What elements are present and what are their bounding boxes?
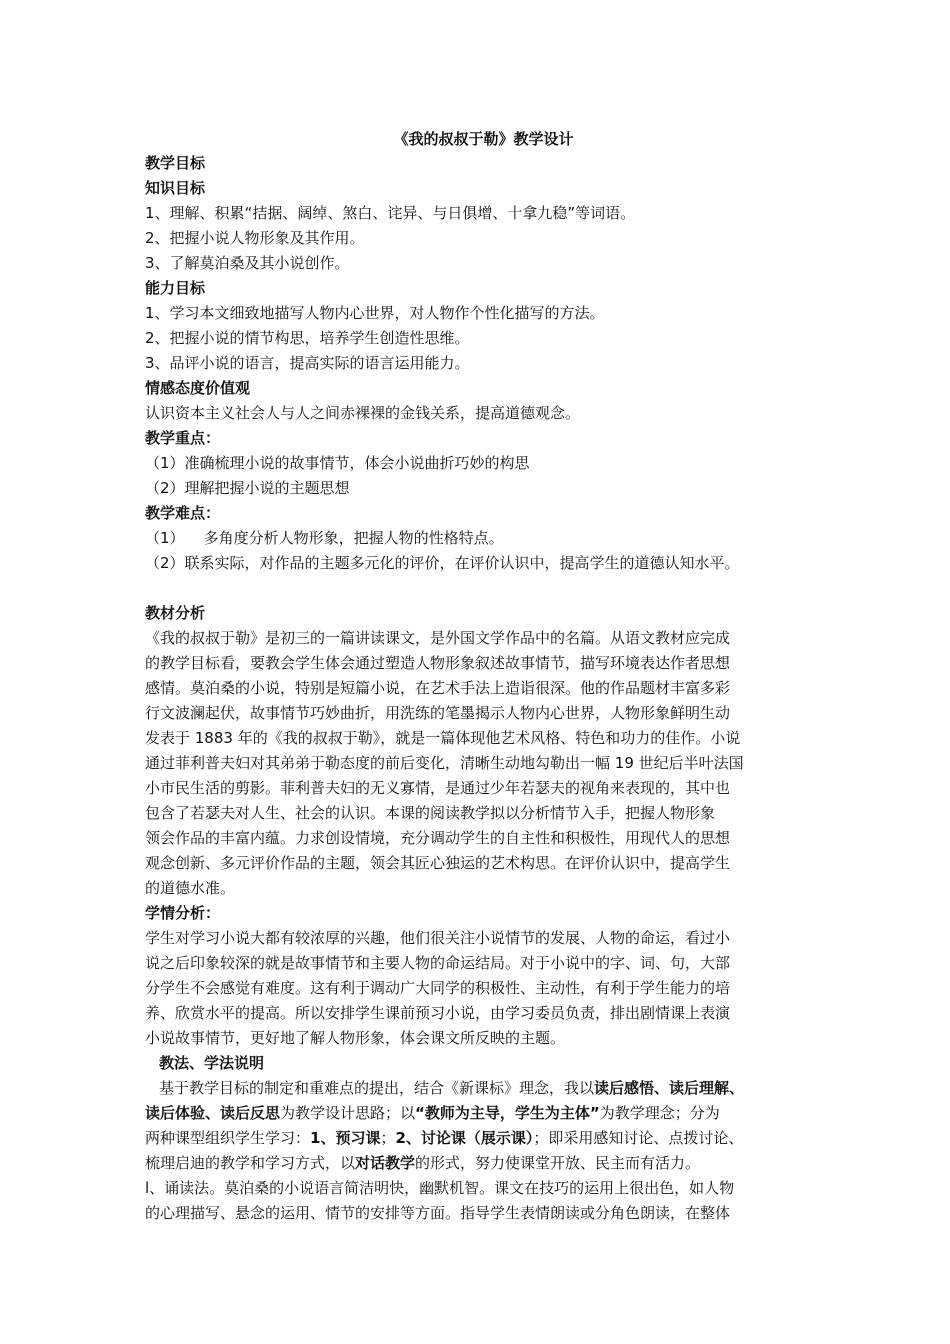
paragraph-line: 分学生不会感觉有难度。这有利于调动广大同学的积极性、主动性，有利于学生能力的培: [145, 979, 731, 997]
ability-item: 2、把握小说的情节构思，培养学生创造性思维。: [145, 329, 470, 347]
paragraph-line: 小说故事情节，更好地了解人物形象，体会课文所反映的主题。: [145, 1029, 566, 1047]
difficult-point-item: （2）联系实际，对作品的主题多元化的评价，在评价认识中，提高学生的道德认知水平。: [145, 554, 740, 572]
heading-teaching-method: 教法、学法说明: [159, 1054, 265, 1072]
text-run: 两种课型组织学生学习：: [145, 1129, 311, 1147]
heading-knowledge-goals: 知识目标: [145, 179, 206, 197]
paragraph-line: 养、欣赏水平的提高。所以安排学生课前预习小说，由学习委员负责，排出剧情课上表演: [145, 1004, 731, 1022]
paragraph-line: 领会作品的丰富内蕴。力求创设情境，充分调动学生的自主性和积极性，用现代人的思想: [145, 829, 731, 847]
heading-student-analysis: 学情分析：: [145, 904, 221, 922]
bold-run: 2、讨论课（展示课）: [395, 1129, 534, 1147]
bold-run: 读后体验、读后反思: [145, 1104, 281, 1122]
blank-line: [145, 576, 810, 601]
paragraph-line: 包含了若瑟夫对人生、社会的认识。本课的阅读教学拟以分析情节入手，把握人物形象: [145, 804, 716, 822]
document-title: 《我的叔叔于勒》教学设计: [393, 130, 574, 148]
paragraph-line: 说之后印象较深的就是故事情节和主要人物的命运结局。对于小说中的字、词、句，大部: [145, 954, 731, 972]
reading-method-paragraph: [145, 1176, 810, 1226]
paragraph-line: 发表于 1883 年的《我的叔叔于勒》，就是一篇体现他艺术风格、特色和功力的佳作。小说: [145, 729, 741, 747]
key-point-item: （1）准确梳理小说的故事情节，体会小说曲折巧妙的构思: [145, 454, 530, 472]
heading-material-analysis: 教材分析: [145, 604, 206, 622]
paragraph-line: 行文波澜起伏，故事情节巧妙曲折，用洗练的笔墨揭示人物内心世界，人物形象鲜明生动: [145, 704, 731, 722]
paragraph-line: [145, 1076, 810, 1101]
paragraph-line: [145, 1101, 810, 1126]
paragraph-line: 的教学目标看，要教会学生体会通过塑造人物形象叙述故事情节，描写环境表达作者思想: [145, 654, 731, 672]
paragraph-line: 通过菲利普夫妇对其弟弟于勒态度的前后变化，清晰生动地勾勒出一幅 19 世纪后半叶法国: [145, 754, 744, 772]
text-run: 基于教学目标的制定和重难点的提出，结合《新课标》理念，我以: [159, 1079, 595, 1097]
paragraph-line: 的道德水准。: [145, 879, 236, 897]
paragraph-line: 学生对学习小说大都有较浓厚的兴趣，他们很关注小说情节的发展、人物的命运，看过小: [145, 929, 731, 947]
knowledge-item: 1、理解、积累“拮据、阔绰、煞白、诧异、与日俱增、十拿九稳”等词语。: [145, 204, 636, 222]
bold-run: 1、预习课: [310, 1129, 381, 1147]
document-body: [145, 127, 810, 1226]
text-run: 为教学设计思路；以: [280, 1104, 416, 1122]
text-run: 梳理启迪的教学和学习方式，以: [145, 1154, 356, 1172]
heading-emotion-values: 情感态度价值观: [145, 379, 251, 397]
key-point-item: （2）理解把握小说的主题思想: [145, 479, 350, 497]
bold-run: “教师为主导，学生为主体”: [415, 1104, 600, 1122]
ability-item: 3、品评小说的语言，提高实际的语言运用能力。: [145, 354, 470, 372]
text-run: 为教学理念；分为: [599, 1104, 720, 1122]
paragraph-line: 感情。莫泊桑的小说，特别是短篇小说，在艺术手法上造诣很深。他的作品题材丰富多彩: [145, 679, 731, 697]
paragraph-line: 《我的叔叔于勒》是初三的一篇讲读课文，是外国文学作品中的名篇。从语文教材应完成: [145, 629, 731, 647]
material-analysis-paragraph: [145, 626, 810, 901]
text-run: ；: [380, 1129, 396, 1147]
knowledge-item: 2、把握小说人物形象及其作用。: [145, 229, 365, 247]
teaching-method-paragraph: [145, 1076, 810, 1176]
student-analysis-paragraph: [145, 926, 810, 1051]
bold-run: 对话教学: [355, 1154, 416, 1172]
paragraph-line: 小市民生活的剪影。菲利普夫妇的无义寡情，是通过少年若瑟夫的视角来表现的，其中也: [145, 779, 731, 797]
paragraph-line: [145, 1126, 810, 1151]
heading-teaching-goals: 教学目标: [145, 154, 206, 172]
heading-key-points: 教学重点：: [145, 429, 221, 447]
paragraph-line: [145, 1151, 810, 1176]
bold-run: 读后感悟、读后理解、: [594, 1079, 745, 1097]
heading-difficult-points: 教学难点：: [145, 504, 221, 522]
text-run: ；即采用感知讨论、点拨讨论、: [533, 1129, 744, 1147]
knowledge-item: 3、了解莫泊桑及其小说创作。: [145, 254, 350, 272]
emotion-text: 认识资本主义社会人与人之间赤裸裸的金钱关系，提高道德观念。: [145, 404, 581, 422]
paragraph-line: 的心理描写、悬念的运用、情节的安排等方面。指导学生表情朗读或分角色朗读，在整体: [145, 1204, 731, 1222]
text-run: 的形式，努力使课堂开放、民主而有活力。: [415, 1154, 701, 1172]
ability-item: 1、学习本文细致地描写人物内心世界，对人物作个性化描写的方法。: [145, 304, 605, 322]
paragraph-line: l、诵读法。莫泊桑的小说语言简洁明快，幽默机智。课文在技巧的运用上很出色，如人物: [145, 1179, 735, 1197]
heading-ability-goals: 能力目标: [145, 279, 206, 297]
difficult-point-item: （1） 多角度分析人物形象，把握人物的性格特点。: [145, 529, 504, 547]
paragraph-line: 观念创新、多元评价作品的主题，领会其匠心独运的艺术构思。在评价认识中，提高学生: [145, 854, 731, 872]
